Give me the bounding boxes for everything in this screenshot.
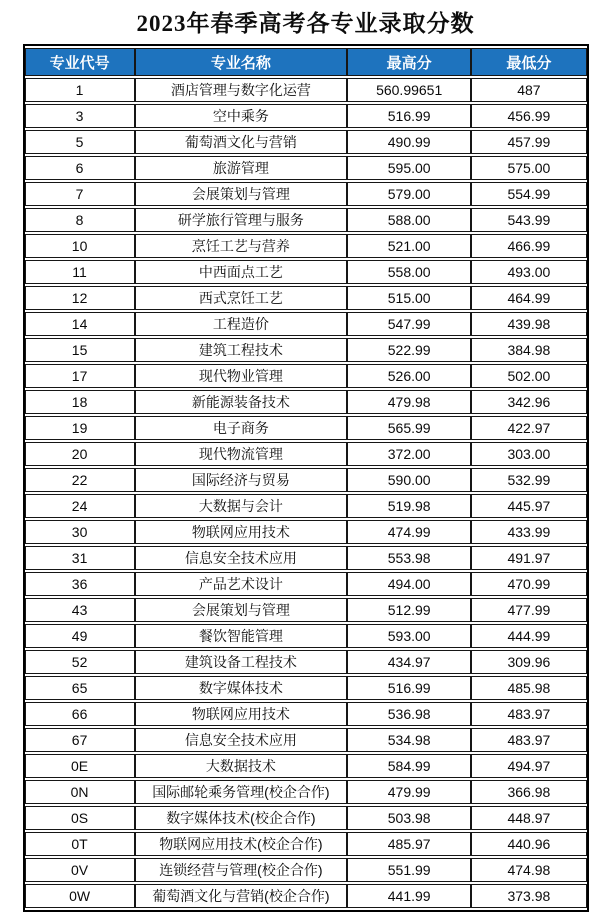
major-name-cell: 物联网应用技术 — [135, 520, 347, 544]
max-score-cell: 588.00 — [347, 208, 471, 232]
min-score-cell: 502.00 — [471, 364, 586, 388]
max-score-cell: 521.00 — [347, 234, 471, 258]
major-name-cell: 新能源装备技术 — [135, 390, 347, 414]
major-name-cell: 数字媒体技术(校企合作) — [135, 806, 347, 830]
max-score-cell: 579.00 — [347, 182, 471, 206]
major-name-cell: 连锁经营与管理(校企合作) — [135, 858, 347, 882]
major-code-cell: 0T — [25, 832, 135, 856]
max-score-cell: 503.98 — [347, 806, 471, 830]
max-score-cell: 515.00 — [347, 286, 471, 310]
table-row — [25, 806, 587, 830]
major-code-cell: 17 — [25, 364, 135, 388]
major-code-cell: 10 — [25, 234, 135, 258]
major-name-cell: 西式烹饪工艺 — [135, 286, 347, 310]
max-score-cell: 441.99 — [347, 884, 471, 908]
major-name-cell: 信息安全技术应用 — [135, 728, 347, 752]
major-code-cell: 19 — [25, 416, 135, 440]
major-name-cell: 餐饮智能管理 — [135, 624, 347, 648]
max-score-cell: 553.98 — [347, 546, 471, 570]
major-name-cell: 研学旅行管理与服务 — [135, 208, 347, 232]
max-score-cell: 595.00 — [347, 156, 471, 180]
max-score-cell: 516.99 — [347, 104, 471, 128]
min-score-cell: 445.97 — [471, 494, 586, 518]
header-major-name: 专业名称 — [135, 48, 347, 76]
table-row — [25, 234, 587, 258]
table-row — [25, 468, 587, 492]
max-score-cell: 516.99 — [347, 676, 471, 700]
min-score-cell: 366.98 — [471, 780, 586, 804]
major-code-cell: 0N — [25, 780, 135, 804]
table-row — [25, 442, 587, 466]
major-name-cell: 会展策划与管理 — [135, 182, 347, 206]
major-code-cell: 0W — [25, 884, 135, 908]
major-code-cell: 30 — [25, 520, 135, 544]
table-row — [25, 286, 587, 310]
major-code-cell: 24 — [25, 494, 135, 518]
major-name-cell: 物联网应用技术(校企合作) — [135, 832, 347, 856]
min-score-cell: 470.99 — [471, 572, 586, 596]
table-row — [25, 650, 587, 674]
min-score-cell: 554.99 — [471, 182, 586, 206]
table-row — [25, 182, 587, 206]
header-min-score: 最低分 — [471, 48, 586, 76]
max-score-cell: 372.00 — [347, 442, 471, 466]
page-title: 2023年春季高考各专业录取分数 — [136, 11, 475, 36]
table-body — [25, 78, 587, 908]
max-score-cell: 474.99 — [347, 520, 471, 544]
min-score-cell: 491.97 — [471, 546, 586, 570]
table-row — [25, 598, 587, 622]
max-score-cell: 522.99 — [347, 338, 471, 362]
min-score-cell: 373.98 — [471, 884, 586, 908]
table-row — [25, 546, 587, 570]
major-name-cell: 酒店管理与数字化运营 — [135, 78, 347, 102]
min-score-cell: 439.98 — [471, 312, 586, 336]
min-score-cell: 457.99 — [471, 130, 586, 154]
header-major-code: 专业代号 — [25, 48, 135, 76]
major-code-cell: 8 — [25, 208, 135, 232]
header-max-score: 最高分 — [347, 48, 471, 76]
table-row — [25, 390, 587, 414]
table-row — [25, 676, 587, 700]
table-row — [25, 104, 587, 128]
major-code-cell: 5 — [25, 130, 135, 154]
min-score-cell: 444.99 — [471, 624, 586, 648]
major-code-cell: 52 — [25, 650, 135, 674]
major-code-cell: 66 — [25, 702, 135, 726]
major-code-cell: 14 — [25, 312, 135, 336]
major-name-cell: 葡萄酒文化与营销(校企合作) — [135, 884, 347, 908]
max-score-cell: 547.99 — [347, 312, 471, 336]
min-score-cell: 575.00 — [471, 156, 586, 180]
major-code-cell: 3 — [25, 104, 135, 128]
max-score-cell: 565.99 — [347, 416, 471, 440]
max-score-cell: 485.97 — [347, 832, 471, 856]
major-name-cell: 现代物业管理 — [135, 364, 347, 388]
min-score-cell: 440.96 — [471, 832, 586, 856]
major-name-cell: 产品艺术设计 — [135, 572, 347, 596]
major-code-cell: 0V — [25, 858, 135, 882]
min-score-cell: 433.99 — [471, 520, 586, 544]
major-code-cell: 0S — [25, 806, 135, 830]
max-score-cell: 560.99651 — [347, 78, 471, 102]
major-name-cell: 建筑工程技术 — [135, 338, 347, 362]
min-score-cell: 303.00 — [471, 442, 586, 466]
max-score-cell: 494.00 — [347, 572, 471, 596]
table-row — [25, 520, 587, 544]
major-name-cell: 会展策划与管理 — [135, 598, 347, 622]
major-name-cell: 大数据与会计 — [135, 494, 347, 518]
major-name-cell: 电子商务 — [135, 416, 347, 440]
major-code-cell: 1 — [25, 78, 135, 102]
max-score-cell: 512.99 — [347, 598, 471, 622]
major-name-cell: 中西面点工艺 — [135, 260, 347, 284]
major-code-cell: 31 — [25, 546, 135, 570]
table-header — [25, 48, 587, 76]
max-score-cell: 536.98 — [347, 702, 471, 726]
max-score-cell: 526.00 — [347, 364, 471, 388]
min-score-cell: 464.99 — [471, 286, 586, 310]
max-score-cell: 490.99 — [347, 130, 471, 154]
major-code-cell: 65 — [25, 676, 135, 700]
table-row — [25, 754, 587, 778]
major-name-cell: 现代物流管理 — [135, 442, 347, 466]
table-row — [25, 156, 587, 180]
table-row — [25, 312, 587, 336]
table-row — [25, 780, 587, 804]
min-score-cell: 309.96 — [471, 650, 586, 674]
major-code-cell: 0E — [25, 754, 135, 778]
min-score-cell: 487 — [471, 78, 586, 102]
major-code-cell: 12 — [25, 286, 135, 310]
table-row — [25, 624, 587, 648]
major-name-cell: 物联网应用技术 — [135, 702, 347, 726]
max-score-cell: 479.98 — [347, 390, 471, 414]
major-name-cell: 大数据技术 — [135, 754, 347, 778]
table-row — [25, 416, 587, 440]
major-name-cell: 建筑设备工程技术 — [135, 650, 347, 674]
min-score-cell: 483.97 — [471, 728, 586, 752]
header-row — [25, 48, 587, 76]
max-score-cell: 584.99 — [347, 754, 471, 778]
major-name-cell: 旅游管理 — [135, 156, 347, 180]
max-score-cell: 434.97 — [347, 650, 471, 674]
max-score-cell: 593.00 — [347, 624, 471, 648]
scores-table-frame — [23, 44, 589, 912]
max-score-cell: 590.00 — [347, 468, 471, 492]
min-score-cell: 483.97 — [471, 702, 586, 726]
major-name-cell: 葡萄酒文化与营销 — [135, 130, 347, 154]
min-score-cell: 448.97 — [471, 806, 586, 830]
table-row — [25, 858, 587, 882]
min-score-cell: 422.97 — [471, 416, 586, 440]
min-score-cell: 494.97 — [471, 754, 586, 778]
max-score-cell: 479.99 — [347, 780, 471, 804]
major-code-cell: 20 — [25, 442, 135, 466]
min-score-cell: 477.99 — [471, 598, 586, 622]
major-name-cell: 工程造价 — [135, 312, 347, 336]
table-row — [25, 832, 587, 856]
major-code-cell: 67 — [25, 728, 135, 752]
major-code-cell: 36 — [25, 572, 135, 596]
major-name-cell: 国际邮轮乘务管理(校企合作) — [135, 780, 347, 804]
major-name-cell: 数字媒体技术 — [135, 676, 347, 700]
table-row — [25, 572, 587, 596]
max-score-cell: 551.99 — [347, 858, 471, 882]
table-row — [25, 728, 587, 752]
min-score-cell: 466.99 — [471, 234, 586, 258]
min-score-cell: 384.98 — [471, 338, 586, 362]
table-row — [25, 78, 587, 102]
major-code-cell: 7 — [25, 182, 135, 206]
major-code-cell: 49 — [25, 624, 135, 648]
table-row — [25, 884, 587, 908]
major-code-cell: 18 — [25, 390, 135, 414]
major-code-cell: 22 — [25, 468, 135, 492]
table-row — [25, 130, 587, 154]
min-score-cell: 485.98 — [471, 676, 586, 700]
min-score-cell: 493.00 — [471, 260, 586, 284]
major-name-cell: 空中乘务 — [135, 104, 347, 128]
major-code-cell: 6 — [25, 156, 135, 180]
table-row — [25, 364, 587, 388]
table-row — [25, 338, 587, 362]
table-row — [25, 260, 587, 284]
min-score-cell: 532.99 — [471, 468, 586, 492]
min-score-cell: 456.99 — [471, 104, 586, 128]
min-score-cell: 543.99 — [471, 208, 586, 232]
table-row — [25, 702, 587, 726]
major-name-cell: 烹饪工艺与营养 — [135, 234, 347, 258]
major-code-cell: 43 — [25, 598, 135, 622]
major-name-cell: 信息安全技术应用 — [135, 546, 347, 570]
scores-table — [25, 46, 587, 910]
min-score-cell: 474.98 — [471, 858, 586, 882]
max-score-cell: 519.98 — [347, 494, 471, 518]
major-code-cell: 15 — [25, 338, 135, 362]
min-score-cell: 342.96 — [471, 390, 586, 414]
table-row — [25, 208, 587, 232]
max-score-cell: 558.00 — [347, 260, 471, 284]
max-score-cell: 534.98 — [347, 728, 471, 752]
major-code-cell: 11 — [25, 260, 135, 284]
table-row — [25, 494, 587, 518]
major-name-cell: 国际经济与贸易 — [135, 468, 347, 492]
